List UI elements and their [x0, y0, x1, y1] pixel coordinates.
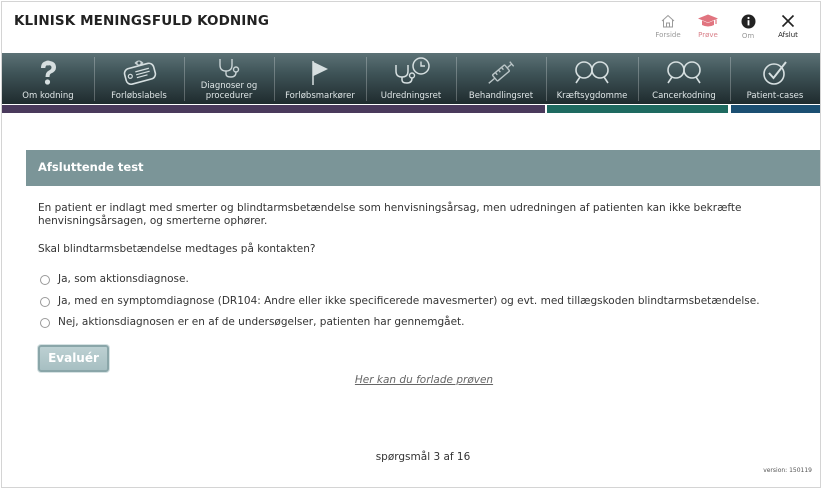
- nav-item-patient-cases[interactable]: [730, 53, 820, 104]
- answer-option-label: Ja, som aktionsdiagnose.: [58, 273, 189, 285]
- nav-label-forloebslabels: Forløbslabels: [111, 91, 167, 101]
- nav-item-kraeftsygdomme[interactable]: [546, 53, 638, 104]
- nav-label-patient-cases: Patient-cases: [746, 91, 804, 101]
- question-icon: [35, 59, 61, 87]
- nav-label-udredningsret: Udredningsret: [380, 91, 442, 101]
- radio-button[interactable]: [40, 318, 50, 328]
- category-stripe: [731, 105, 820, 113]
- nav-item-diagnoser[interactable]: [184, 53, 274, 104]
- nav-label-forloebsmarkoerer: Forløbsmarkører: [285, 91, 355, 101]
- home-icon: [660, 14, 676, 28]
- syringe-icon: [484, 58, 518, 88]
- about-button[interactable]: [728, 14, 768, 40]
- test-label: Prøve: [698, 31, 718, 39]
- nav-label-kraeftsygdomme: Kræftsygdomme: [556, 91, 628, 101]
- nav-item-cancerkodning[interactable]: [638, 53, 730, 104]
- about-label: Om: [741, 32, 755, 40]
- cancer-ribbon-icon: [572, 60, 612, 86]
- nav-label-om-kodning: Om kodning: [22, 91, 74, 101]
- cancer-ribbon-icon: [664, 60, 704, 86]
- question-prompt: Skal blindtarmsbetændelse medtages på kontakten?: [38, 243, 316, 255]
- flag-icon: [309, 59, 331, 87]
- nav-item-forloebslabels[interactable]: [94, 53, 184, 104]
- question-text: En patient er indlagt med smerter og blindtarmsbetændelse som henvisningsårsag, men udredningen af patienten kan ikke bekræfte henvisningsårsagen, og smerterne ophører.: [38, 202, 742, 227]
- nav-label-cancerkodning: Cancerkodning: [652, 91, 716, 101]
- checkmark-circle-icon: [761, 59, 789, 87]
- nav-item-forloebsmarkoerer[interactable]: [274, 53, 366, 104]
- radio-button[interactable]: [40, 275, 50, 285]
- quiz-title: Afsluttende test: [38, 160, 144, 174]
- app-title: KLINISK MENINGSFULD KODNING: [14, 13, 270, 29]
- nav-label-diagnoser-line1: Diagnoser og: [200, 81, 258, 91]
- nav-item-behandlingsret[interactable]: [456, 53, 546, 104]
- nav-item-udredningsret[interactable]: [366, 53, 456, 104]
- answer-option[interactable]: [40, 272, 189, 286]
- answer-option-label: Ja, med en symptomdiagnose (DR104: Andre eller ikke specificerede mavesmerter) og evt. med tillægskoden blindtarmsbetændelse.: [58, 295, 760, 307]
- nav-item-om-kodning[interactable]: [2, 53, 94, 104]
- evaluate-button[interactable]: Evaluér: [38, 345, 109, 372]
- answer-option[interactable]: [40, 294, 760, 308]
- nav-label-behandlingsret: Behandlingsret: [468, 91, 534, 101]
- quiz-header: [26, 150, 820, 186]
- main-nav: [2, 53, 820, 104]
- category-stripe: [547, 105, 728, 113]
- exit-label: Afslut: [778, 31, 798, 39]
- exit-button[interactable]: [768, 14, 808, 39]
- info-icon: [741, 14, 756, 29]
- answer-option-label: Nej, aktionsdiagnosen er en af de undersøgelser, patienten har gennemgået.: [58, 316, 465, 328]
- nav-label-diagnoser-line2: procedurer: [205, 91, 253, 101]
- version-label: version: 150119: [763, 467, 812, 474]
- home-button[interactable]: [648, 14, 688, 39]
- home-label: Forside: [655, 31, 681, 39]
- label-tag-icon: [120, 60, 158, 88]
- radio-button[interactable]: [40, 297, 50, 307]
- graduation-cap-icon: [697, 14, 719, 28]
- stethoscope-icon: [214, 57, 244, 79]
- category-stripe: [2, 105, 545, 113]
- nav-label-diagnoser: [184, 81, 274, 101]
- test-button[interactable]: [688, 14, 728, 39]
- stethoscope-clock-icon: [390, 57, 432, 87]
- answer-option[interactable]: [40, 315, 465, 329]
- close-icon: [781, 14, 795, 28]
- question-progress: spørgsmål 3 af 16: [375, 451, 471, 463]
- leave-test-link[interactable]: Her kan du forlade prøven: [354, 374, 494, 386]
